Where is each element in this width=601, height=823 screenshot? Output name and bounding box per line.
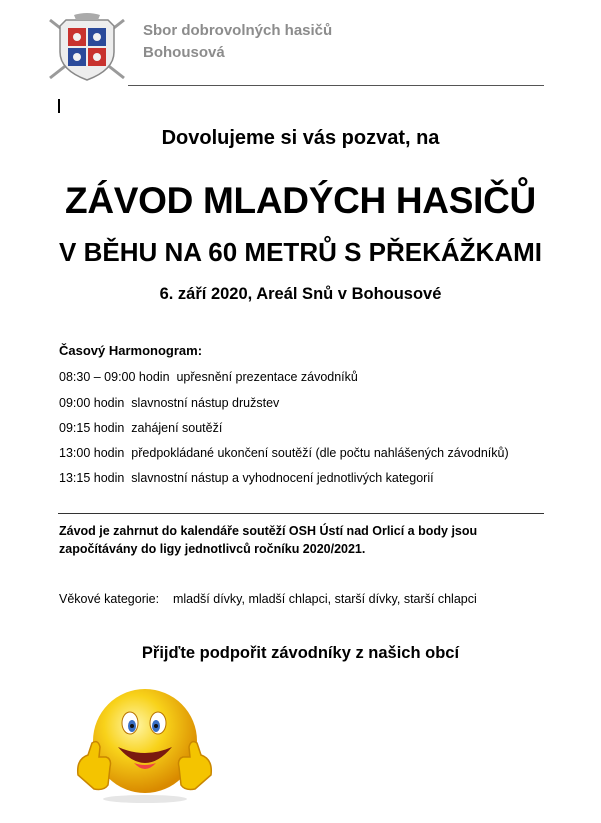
event-subtitle: V BĚHU NA 60 METRŮ S PŘEKÁŽKAMI	[59, 237, 542, 267]
call-to-action: Přijďte podpořit závodníky z našich obcí	[141, 644, 460, 662]
thumbs-up-smiley-icon	[72, 683, 217, 803]
schedule-item	[59, 446, 509, 460]
org-name: Sbor dobrovolných hasičů	[143, 22, 333, 39]
fire-brigade-emblem-icon	[44, 12, 130, 84]
header-divider	[128, 85, 544, 86]
text-cursor	[58, 99, 60, 113]
event-title: ZÁVOD MLADÝCH HASIČŮ	[65, 180, 536, 221]
schedule-event: slavnostní nástup a vyhodnocení jednotlivých kategorií	[131, 471, 434, 485]
schedule-item	[59, 421, 222, 435]
schedule-event: předpokládané ukončení soutěží (dle počtu nahlášených závodníků)	[131, 446, 509, 460]
age-categories	[59, 592, 477, 606]
schedule-event: upřesnění prezentace závodníků	[176, 370, 358, 384]
event-date-place: 6. září 2020, Areál Snů v Bohousové	[159, 285, 442, 303]
age-categories-values: mladší dívky, mladší chlapci, starší dívky, starší chlapci	[172, 592, 477, 606]
schedule-time: 08:30 – 09:00 hodin	[59, 370, 170, 384]
schedule-event: slavnostní nástup družstev	[131, 396, 280, 410]
schedule-time: 13:00 hodin	[59, 446, 125, 460]
schedule-event: zahájení soutěží	[131, 421, 223, 435]
invitation-text: Dovolujeme si vás pozvat, na	[161, 127, 440, 149]
schedule-heading: Časový Harmonogram:	[59, 343, 203, 358]
schedule-time: 13:15 hodin	[59, 471, 125, 485]
age-categories-label: Věkové kategorie:	[59, 592, 160, 606]
schedule-item	[59, 370, 358, 384]
org-place: Bohousová	[143, 44, 225, 61]
schedule-time: 09:00 hodin	[59, 396, 125, 410]
league-note: Závod je zahrnut do kalendáře soutěží OSH Ústí nad Orlicí a body jsou započítávány do ligy jednotlivců ročníku 2020/2021.	[59, 524, 478, 556]
schedule-time: 09:15 hodin	[59, 421, 125, 435]
schedule-item	[59, 471, 434, 485]
schedule-item	[59, 396, 279, 410]
section-divider	[58, 513, 544, 514]
